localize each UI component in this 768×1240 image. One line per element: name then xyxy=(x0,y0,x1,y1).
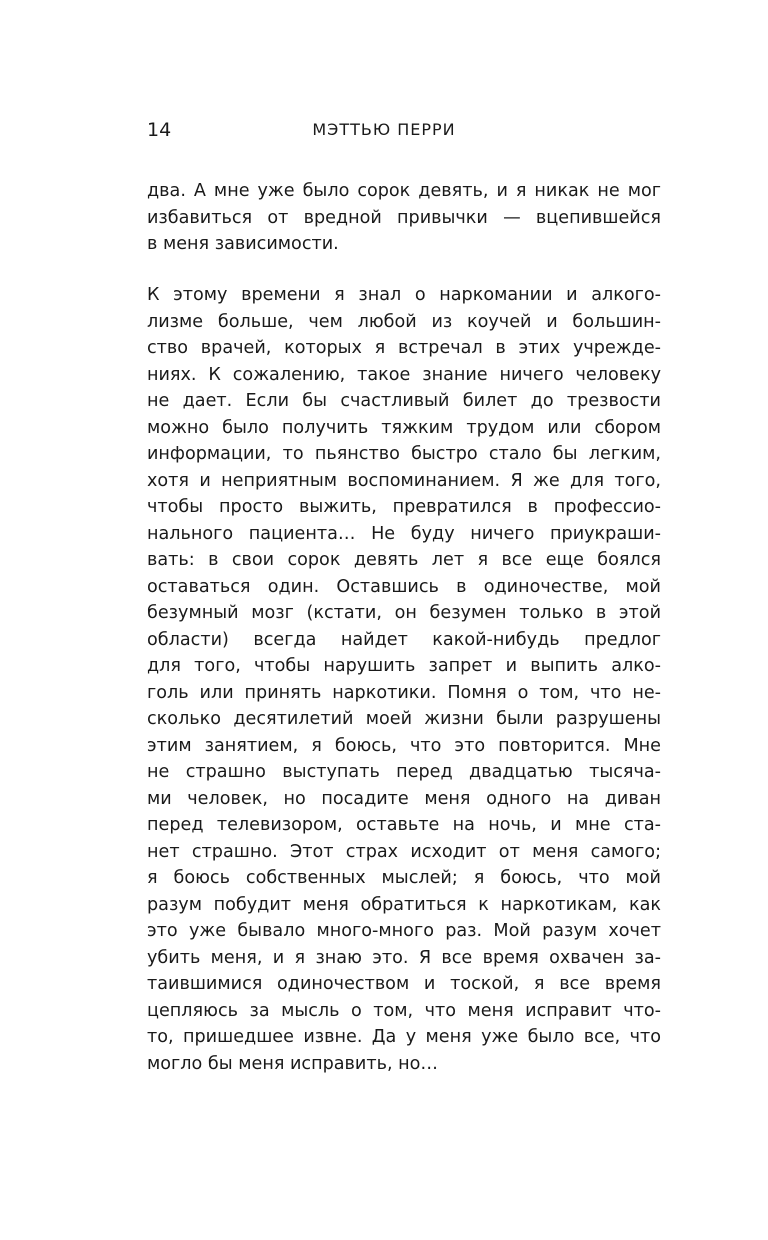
page-number: 14 xyxy=(147,119,172,141)
text-line: два. А мне уже было сорок девять, и я никак не мог xyxy=(147,181,661,201)
text-line: перед телевизором, оставьте на ночь, и мне ста- xyxy=(147,815,661,835)
text-line: оставаться один. Оставшись в одиночестве, мой xyxy=(147,576,661,597)
text-line: безумный мозг (кстати, он безумен только в этой xyxy=(147,603,661,623)
text-line: для того, чтобы нарушить запрет и выпить алко- xyxy=(147,656,661,676)
text-line: ство врачей, которых я встречал в этих учрежде- xyxy=(147,338,661,358)
text-line: ми человек, но посадите меня одного на диван xyxy=(147,788,661,809)
running-head: МЭТТЬЮ ПЕРРИ xyxy=(312,120,456,139)
text-line: лизме больше, чем любой из коучей и большин- xyxy=(147,311,661,332)
text-line: нет страшно. Этот страх исходит от меня самого; xyxy=(147,841,661,862)
text-line: хотя и неприятным воспоминанием. Я же для того, xyxy=(147,470,661,491)
text-line: информации, то пьянство быстро стало бы легким, xyxy=(147,444,661,464)
text-line: цепляюсь за мысль о том, что меня исправит что- xyxy=(147,1000,661,1021)
text-line: этим занятием, я боюсь, что это повторится. Мне xyxy=(147,735,661,756)
text-line: К этому времени я знал о наркомании и алкого- xyxy=(147,285,661,305)
text-line: таившимися одиночеством и тоской, я все время xyxy=(147,974,661,994)
text-line: то, пришедшее извне. Да у меня уже было все, что xyxy=(147,1027,661,1047)
text-line: это уже бывало много-много раз. Мой разум хочет xyxy=(147,921,661,941)
text-line: голь или принять наркотики. Помня о том, что не- xyxy=(147,682,661,703)
text-line: разум побудит меня обратиться к наркотикам, как xyxy=(147,894,661,915)
text-line: не страшно выступать перед двадцатью тысяча- xyxy=(147,762,661,782)
paragraph xyxy=(147,282,661,1077)
text-line: могло бы меня исправить, но… xyxy=(147,1053,439,1074)
text-line: области) всегда найдет какой-нибудь предлог xyxy=(147,629,661,650)
paragraph xyxy=(147,178,661,258)
text-line: в меня зависимости. xyxy=(147,234,339,254)
text-line: сколько десятилетий моей жизни были разрушены xyxy=(147,709,661,729)
text-line: можно было получить тяжким трудом или сбором xyxy=(147,417,661,438)
text-line: я боюсь собственных мыслей; я боюсь, что мой xyxy=(147,868,661,888)
text-line: избавиться от вредной привычки — вцепившейся xyxy=(147,207,661,228)
text-line: нального пациента… Не буду ничего приукраши- xyxy=(147,523,661,544)
text-line: чтобы просто выжить, превратился в профессио- xyxy=(147,497,661,517)
text-line: вать: в свои сорок девять лет я все еще боялся xyxy=(147,550,661,570)
text-line: не дает. Если бы счастливый билет до трезвости xyxy=(147,391,661,411)
text-line: убить меня, и я знаю это. Я все время охвачен за- xyxy=(147,947,661,968)
text-line: ниях. К сожалению, такое знание ничего человеку xyxy=(147,364,661,385)
